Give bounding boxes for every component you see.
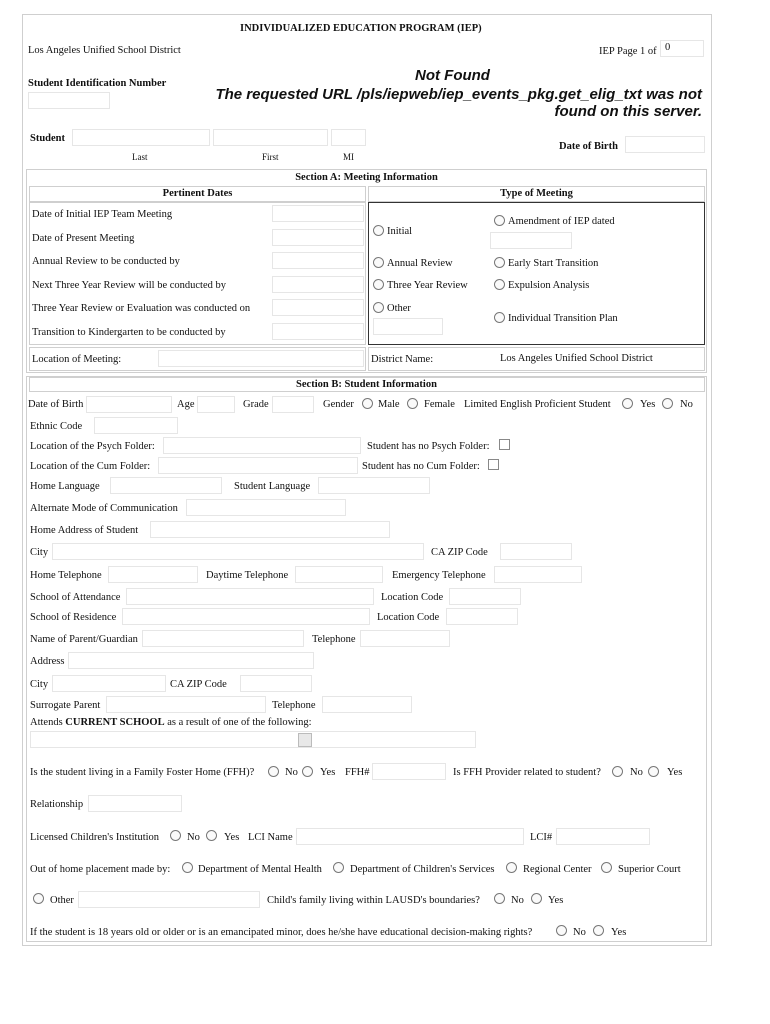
district-name: Los Angeles Unified School District — [28, 45, 181, 56]
student-last-field[interactable] — [72, 129, 210, 146]
other-placement-radio[interactable] — [33, 893, 44, 904]
dmh-label: Department of Mental Health — [198, 864, 322, 875]
regional-center-label: Regional Center — [523, 864, 592, 875]
school-res-field[interactable] — [122, 608, 370, 625]
relationship-label: Relationship — [30, 799, 84, 810]
other-placement-field[interactable] — [78, 891, 260, 908]
parent-ca-zip-label: CA ZIP Code — [170, 679, 227, 690]
dcs-label: Department of Children's Services — [350, 864, 495, 875]
section-a-title: Section A: Meeting Information — [295, 172, 438, 183]
cum-folder-label: Location of the Cum Folder: — [30, 461, 151, 472]
emerg-tel-field[interactable] — [494, 566, 582, 583]
lausd-yes-label: Yes — [548, 895, 564, 906]
no-cum-label: Student has no Cum Folder: — [362, 461, 480, 472]
parent-city-label: City — [30, 679, 49, 690]
alt-mode-field[interactable] — [186, 499, 346, 516]
date-field-2[interactable] — [272, 229, 364, 246]
three-year-radio[interactable] — [373, 279, 384, 290]
loc-code-label-1: Location Code — [381, 592, 444, 603]
lausd-no-radio[interactable] — [494, 893, 505, 904]
home-language-field[interactable] — [110, 477, 222, 494]
ffh-number-label: FFH# — [345, 767, 370, 778]
no-psych-checkbox[interactable] — [499, 439, 510, 450]
home-language-label: Home Language — [30, 481, 100, 492]
ethnic-field[interactable] — [94, 417, 178, 434]
lep-yes-radio[interactable] — [622, 398, 633, 409]
surrogate-label: Surrogate Parent — [30, 700, 101, 711]
dmh-radio[interactable] — [182, 862, 193, 873]
amendment-date-field[interactable] — [490, 232, 572, 249]
gender-label: Gender — [323, 399, 354, 410]
zip-field[interactable] — [500, 543, 572, 560]
student-label: Student — [30, 133, 66, 144]
other-meeting-radio[interactable] — [373, 302, 384, 313]
ffh-no-radio[interactable] — [268, 766, 279, 777]
lep-no-label: No — [680, 399, 693, 410]
female-label: Female — [424, 399, 455, 410]
dcs-radio[interactable] — [333, 862, 344, 873]
initial-label: Initial — [387, 226, 413, 237]
age18-yes-label: Yes — [611, 927, 627, 938]
page-label: IEP Page 1 of — [599, 46, 657, 57]
lci-no-label: No — [187, 832, 200, 843]
annual-review-label: Annual Review — [387, 258, 453, 269]
date-field-1[interactable] — [272, 205, 364, 222]
district-name-value: Los Angeles Unified School District — [500, 353, 653, 364]
date-label-1: Date of Initial IEP Team Meeting — [32, 209, 173, 220]
attends-select[interactable] — [30, 731, 476, 748]
lep-yes-label: Yes — [640, 399, 656, 410]
lci-label: Licensed Children's Institution — [30, 832, 160, 843]
student-mi-field[interactable] — [331, 129, 366, 146]
home-address-label: Home Address of Student — [30, 525, 139, 536]
day-tel-field[interactable] — [295, 566, 383, 583]
attends-text — [30, 717, 312, 728]
dob-b-label: Date of Birth — [28, 399, 84, 410]
parent-city-field[interactable] — [52, 675, 166, 692]
loc-code-field-2[interactable] — [446, 608, 518, 625]
age18-question: If the student is 18 years old or older or is an emancipated minor, does he/she have educational decision-making rights? — [30, 927, 533, 938]
lausd-question: Child's family living within LAUSD's boundaries? — [267, 895, 480, 906]
dob-b-field[interactable] — [86, 396, 172, 413]
section-b-title: Section B: Student Information — [296, 379, 437, 390]
ffh-number-field[interactable] — [372, 763, 446, 780]
date-field-4[interactable] — [272, 276, 364, 293]
city-label: City — [30, 547, 49, 558]
student-id-field[interactable] — [28, 92, 110, 109]
lci-yes-label: Yes — [224, 832, 240, 843]
emerg-tel-label: Emergency Telephone — [392, 570, 486, 581]
error-line1: The requested URL /pls/iepweb/iep_events_pkg.get_elig_txt was not — [215, 86, 702, 103]
parent-field[interactable] — [142, 630, 304, 647]
home-address-field[interactable] — [150, 521, 390, 538]
age18-no-radio[interactable] — [556, 925, 567, 936]
error-line2: found on this server. — [554, 103, 702, 120]
school-att-field[interactable] — [126, 588, 374, 605]
date-field-3[interactable] — [272, 252, 364, 269]
alt-mode-label: Alternate Mode of Communication — [30, 503, 178, 514]
ethnic-label: Ethnic Code — [30, 421, 83, 432]
lci-name-label: LCI Name — [248, 832, 293, 843]
student-language-label: Student Language — [234, 481, 311, 492]
ffh-related-question: Is FFH Provider related to student? — [453, 767, 601, 778]
expulsion-radio[interactable] — [494, 279, 505, 290]
expulsion-label: Expulsion Analysis — [508, 280, 590, 291]
date-label-6: Transition to Kindergarten to be conducted by — [32, 327, 226, 338]
date-field-5[interactable] — [272, 299, 364, 316]
female-radio[interactable] — [407, 398, 418, 409]
date-field-6[interactable] — [272, 323, 364, 340]
home-tel-field[interactable] — [108, 566, 198, 583]
ffh-yes-radio[interactable] — [302, 766, 313, 777]
relationship-field[interactable] — [88, 795, 182, 812]
student-first-field[interactable] — [213, 129, 328, 146]
type-of-meeting-title: Type of Meeting — [500, 188, 573, 199]
three-year-label: Three Year Review — [387, 280, 468, 291]
regional-center-radio[interactable] — [506, 862, 517, 873]
ffh-related-yes-label: Yes — [667, 767, 683, 778]
psych-folder-label: Location of the Psych Folder: — [30, 441, 155, 452]
date-label-3: Annual Review to be conducted by — [32, 256, 180, 267]
first-caption: First — [262, 152, 279, 162]
no-cum-checkbox[interactable] — [488, 459, 499, 470]
attends-current-school: CURRENT SCHOOL — [65, 717, 165, 728]
lci-number-label: LCI# — [530, 832, 553, 843]
home-tel-label: Home Telephone — [30, 570, 102, 581]
date-label-2: Date of Present Meeting — [32, 233, 135, 244]
date-label-4: Next Three Year Review will be conducted by — [32, 280, 227, 291]
parent-tel-field[interactable] — [360, 630, 450, 647]
loc-code-label-2: Location Code — [377, 612, 440, 623]
location-field[interactable] — [158, 350, 364, 367]
ffh-related-yes-radio[interactable] — [648, 766, 659, 777]
lci-name-field[interactable] — [296, 828, 524, 845]
surrogate-tel-label: Telephone — [272, 700, 316, 711]
superior-court-radio[interactable] — [601, 862, 612, 873]
age18-yes-radio[interactable] — [593, 925, 604, 936]
address-label: Address — [30, 656, 65, 667]
parent-tel-label: Telephone — [312, 634, 356, 645]
dropdown-arrow-icon[interactable] — [298, 733, 312, 747]
address-field[interactable] — [68, 652, 314, 669]
page-total-value: 0 — [665, 42, 671, 53]
ffh-question: Is the student living in a Family Foster Home (FFH)? — [30, 767, 255, 778]
dob-field[interactable] — [625, 136, 705, 153]
parent-label: Name of Parent/Guardian — [30, 634, 138, 645]
lep-no-radio[interactable] — [662, 398, 673, 409]
psych-folder-field[interactable] — [163, 437, 361, 454]
initial-radio[interactable] — [373, 225, 384, 236]
day-tel-label: Daytime Telephone — [206, 570, 289, 581]
other-meeting-field[interactable] — [373, 318, 443, 335]
surrogate-field[interactable] — [106, 696, 266, 713]
student-language-field[interactable] — [318, 477, 430, 494]
page-total-field[interactable] — [660, 40, 704, 57]
city-field[interactable] — [52, 543, 424, 560]
last-caption: Last — [132, 152, 148, 162]
lausd-no-label: No — [511, 895, 524, 906]
attends-post: as a result of one of the following: — [164, 717, 312, 728]
error-title: Not Found — [415, 67, 490, 84]
dob-label: Date of Birth — [559, 141, 618, 152]
no-psych-label: Student has no Psych Folder: — [367, 441, 490, 452]
lep-label: Limited English Proficient Student — [464, 399, 611, 410]
age18-no-label: No — [573, 927, 586, 938]
grade-field[interactable] — [272, 396, 314, 413]
location-label: Location of Meeting: — [32, 354, 122, 365]
lci-number-field[interactable] — [556, 828, 650, 845]
school-res-label: School of Residence — [30, 612, 117, 623]
superior-court-label: Superior Court — [618, 864, 681, 875]
ca-zip-label: CA ZIP Code — [431, 547, 488, 558]
attends-pre: Attends — [30, 717, 66, 728]
annual-review-radio[interactable] — [373, 257, 384, 268]
cum-folder-field[interactable] — [158, 457, 358, 474]
ffh-no-label: No — [285, 767, 298, 778]
pertinent-dates-title: Pertinent Dates — [162, 188, 233, 199]
age-label: Age — [177, 399, 195, 410]
student-id-label: Student Identification Number — [28, 78, 167, 89]
surrogate-tel-field[interactable] — [322, 696, 412, 713]
ffh-yes-label: Yes — [320, 767, 336, 778]
placement-label: Out of home placement made by: — [30, 864, 171, 875]
lci-no-radio[interactable] — [170, 830, 181, 841]
other-meeting-label: Other — [387, 303, 411, 314]
amendment-label: Amendment of IEP dated — [508, 216, 615, 227]
loc-code-field-1[interactable] — [449, 588, 521, 605]
mi-caption: MI — [343, 152, 354, 162]
lci-yes-radio[interactable] — [206, 830, 217, 841]
ffh-related-no-radio[interactable] — [612, 766, 623, 777]
date-label-5: Three Year Review or Evaluation was conducted on — [32, 303, 251, 314]
form-title: INDIVIDUALIZED EDUCATION PROGRAM (IEP) — [240, 23, 482, 34]
itp-label: Individual Transition Plan — [508, 313, 618, 324]
parent-zip-field[interactable] — [240, 675, 312, 692]
other-placement-label: Other — [50, 895, 74, 906]
male-label: Male — [378, 399, 400, 410]
early-start-radio[interactable] — [494, 257, 505, 268]
grade-label: Grade — [243, 399, 269, 410]
early-start-label: Early Start Transition — [508, 258, 599, 269]
age-field[interactable] — [197, 396, 235, 413]
lausd-yes-radio[interactable] — [531, 893, 542, 904]
male-radio[interactable] — [362, 398, 373, 409]
amendment-radio[interactable] — [494, 215, 505, 226]
school-att-label: School of Attendance — [30, 592, 121, 603]
district-name-label: District Name: — [371, 354, 434, 365]
itp-radio[interactable] — [494, 312, 505, 323]
ffh-related-no-label: No — [630, 767, 643, 778]
